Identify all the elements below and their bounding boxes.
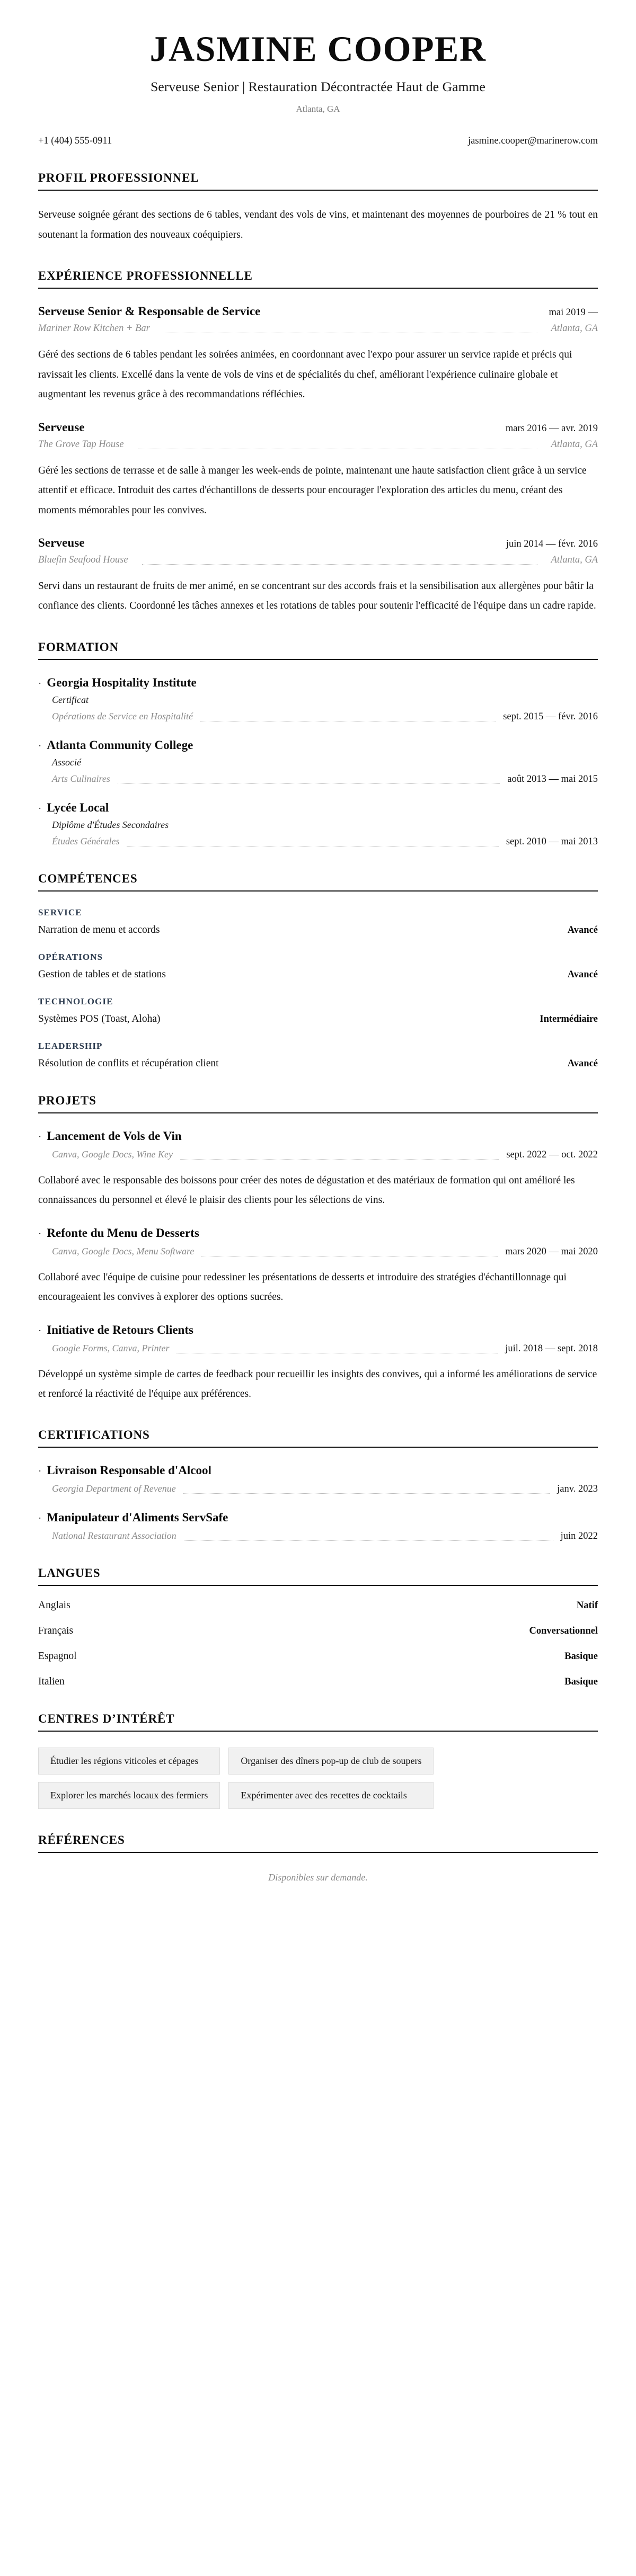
section-interests	[38, 1712, 598, 1809]
skill-row	[38, 969, 598, 981]
education-degree: Associé	[52, 756, 81, 768]
bullet-icon: ·	[38, 1131, 42, 1143]
language-name: Espagnol	[38, 1651, 77, 1662]
section-rule	[38, 1447, 598, 1448]
education-degree: Diplôme d'Études Secondaires	[52, 819, 169, 830]
experience-role: Serveuse	[38, 420, 85, 434]
education-school-row	[38, 801, 598, 815]
section-skills	[38, 872, 598, 1069]
language-name: Français	[38, 1625, 74, 1637]
section-education	[38, 640, 598, 848]
language-level: Conversationnel	[529, 1626, 598, 1637]
experience-role: Serveuse	[38, 536, 85, 549]
experience-heading-row	[38, 421, 598, 434]
section-title-references: RÉFÉRENCES	[38, 1833, 125, 1847]
language-level: Basique	[564, 1677, 598, 1688]
education-field: Arts Culinaires	[52, 773, 110, 784]
section-profile	[38, 171, 598, 245]
experience-description: Géré des sections de 6 tables pendant les soirées animées, en coordonnant avec l'expo pour assurer un service rapide et précis qui ravissait les clients. Excellé dans la vente de vols de vins et de spécialités du chef, améliorant l'expérience culinaire globale et augmentant les revenus grâce à des recommandations réfléchies.	[38, 349, 572, 400]
section-rule	[38, 1112, 598, 1113]
section-rule	[38, 659, 598, 660]
contact-row	[38, 136, 598, 147]
dotted-leader	[180, 1159, 499, 1160]
experience-company: The Grove Tap House	[38, 439, 124, 450]
section-title-education: FORMATION	[38, 640, 119, 654]
section-title-languages: LANGUES	[38, 1566, 101, 1580]
section-rule	[38, 1585, 598, 1586]
interest-chip: Étudier les régions viticoles et cépages	[38, 1748, 220, 1775]
language-row	[38, 1676, 598, 1688]
skill-level: Avancé	[567, 969, 598, 980]
experience-location: Atlanta, GA	[551, 323, 598, 334]
section-rule	[38, 288, 598, 289]
experience-description: Servi dans un restaurant de fruits de mer animé, en se concentrant sur des accords frais et la sensibilisation aux allergènes pour bâtir la confiance des clients. Coordonné les tâches annexes et les rotations de tables pour soutenir l'efficacité de l'équipe dans un cadre rapide.	[38, 580, 596, 612]
project-title-row	[38, 1129, 598, 1143]
experience-meta-row	[38, 555, 598, 566]
education-school-row	[38, 738, 598, 752]
project-date: mars 2020 — mai 2020	[505, 1246, 598, 1257]
skill-category-label: TECHNOLOGIE	[38, 996, 113, 1006]
section-title-projects: PROJETS	[38, 1093, 96, 1107]
contact-email[interactable]: jasmine.cooper@marinerow.com	[468, 136, 598, 147]
experience-meta-row	[38, 323, 598, 334]
project-title: Lancement de Vols de Vin	[47, 1129, 182, 1143]
skill-name: Résolution de conflits et récupération client	[38, 1057, 219, 1069]
education-meta-row	[52, 711, 598, 723]
experience-company: Mariner Row Kitchen + Bar	[38, 323, 150, 334]
education-school: Georgia Hospitality Institute	[47, 675, 197, 689]
skill-row	[38, 1058, 598, 1069]
education-date: août 2013 — mai 2015	[507, 773, 598, 785]
certification-title: Manipulateur d'Aliments ServSafe	[47, 1511, 228, 1525]
experience-role: Serveuse Senior & Responsable de Service	[38, 305, 261, 318]
section-certifications	[38, 1428, 598, 1542]
project-item	[38, 1129, 598, 1210]
candidate-headline: Serveuse Senior | Restauration Décontractée Haut de Gamme	[151, 79, 485, 95]
section-title-experience: EXPÉRIENCE PROFESSIONNELLE	[38, 269, 253, 283]
certification-issuer: National Restaurant Association	[52, 1530, 176, 1541]
skill-level: Avancé	[567, 924, 598, 935]
experience-company: Bluefin Seafood House	[38, 554, 128, 565]
certification-item	[38, 1511, 598, 1542]
project-title-row	[38, 1226, 598, 1240]
project-title: Refonte du Menu de Desserts	[47, 1226, 199, 1240]
certification-title-row	[38, 1464, 598, 1477]
language-row	[38, 1651, 598, 1662]
bullet-icon: ·	[38, 1325, 42, 1336]
certification-meta-row	[52, 1483, 598, 1495]
skill-group	[38, 1041, 598, 1069]
profile-summary: Serveuse soignée gérant des sections de 6 tables, vendant des vols de vins, et maintenant des moyennes de pourboires de 21 % tout en soutenant la formation des nouveaux coéquipiers.	[38, 209, 598, 240]
project-tools: Google Forms, Canva, Printer	[52, 1342, 170, 1353]
skill-row	[38, 1013, 598, 1025]
experience-location: Atlanta, GA	[551, 554, 598, 565]
certification-issuer: Georgia Department of Revenue	[52, 1483, 176, 1494]
skill-category-label: SERVICE	[38, 907, 82, 917]
section-title-skills: COMPÉTENCES	[38, 871, 138, 885]
project-title: Initiative de Retours Clients	[47, 1323, 193, 1336]
education-item	[38, 738, 598, 785]
education-field: Opérations de Service en Hospitalité	[52, 710, 193, 721]
certification-date: juin 2022	[560, 1531, 598, 1542]
experience-date: mars 2016 — avr. 2019	[505, 423, 598, 434]
skill-name: Narration de menu et accords	[38, 924, 160, 935]
certification-title-row	[38, 1511, 598, 1525]
section-languages	[38, 1566, 598, 1688]
section-experience	[38, 269, 598, 616]
education-school-row	[38, 676, 598, 690]
interest-chip: Expérimenter avec des recettes de cocktails	[228, 1782, 434, 1809]
experience-heading-row	[38, 536, 598, 550]
skill-group	[38, 907, 598, 936]
language-level: Natif	[576, 1600, 598, 1611]
education-meta-row	[52, 836, 598, 848]
bullet-icon: ·	[38, 1513, 42, 1525]
skill-level: Intermédiaire	[540, 1013, 598, 1024]
project-item	[38, 1226, 598, 1307]
dotted-leader	[118, 783, 500, 784]
project-meta-row	[52, 1343, 598, 1354]
section-rule	[38, 190, 598, 191]
experience-date: mai 2019 —	[549, 307, 598, 318]
section-rule	[38, 1731, 598, 1732]
skill-group	[38, 952, 598, 981]
section-rule	[38, 1852, 598, 1853]
contact-phone[interactable]: +1 (404) 555-0911	[38, 136, 112, 147]
project-tools: Canva, Google Docs, Wine Key	[52, 1148, 173, 1160]
experience-meta-row	[38, 439, 598, 450]
language-row	[38, 1600, 598, 1611]
certification-date: janv. 2023	[557, 1484, 598, 1495]
bullet-icon: ·	[38, 1466, 42, 1477]
project-meta-row	[52, 1246, 598, 1258]
language-name: Italien	[38, 1676, 65, 1688]
education-date: sept. 2015 — févr. 2016	[503, 711, 598, 722]
language-level: Basique	[564, 1651, 598, 1662]
project-meta-row	[52, 1149, 598, 1161]
references-note: Disponibles sur demande.	[268, 1872, 368, 1883]
project-tools: Canva, Google Docs, Menu Software	[52, 1245, 195, 1256]
project-date: juil. 2018 — sept. 2018	[505, 1343, 598, 1354]
education-date: sept. 2010 — mai 2013	[506, 836, 598, 847]
interest-chip: Explorer les marchés locaux des fermiers	[38, 1782, 220, 1809]
education-meta-row	[52, 773, 598, 785]
section-projects	[38, 1094, 598, 1404]
dotted-leader	[183, 1493, 550, 1494]
section-title-certifications: CERTIFICATIONS	[38, 1428, 150, 1442]
experience-item	[38, 421, 598, 520]
bullet-icon: ·	[38, 678, 42, 689]
skill-name: Systèmes POS (Toast, Aloha)	[38, 1013, 161, 1024]
skill-group	[38, 996, 598, 1025]
experience-date: juin 2014 — févr. 2016	[506, 538, 598, 549]
education-field: Études Générales	[52, 835, 120, 846]
project-description: Collaboré avec l'équipe de cuisine pour redessiner les présentations de desserts et introduire des stratégies d'échantillonnage qui encourageaient les convives à explorer des options sucrées.	[38, 1271, 567, 1303]
interests-grid	[38, 1748, 598, 1809]
experience-location: Atlanta, GA	[551, 439, 598, 450]
certification-item	[38, 1464, 598, 1495]
experience-heading-row	[38, 305, 598, 318]
section-title-profile: PROFIL PROFESSIONNEL	[38, 171, 199, 185]
bullet-icon: ·	[38, 803, 42, 814]
certification-meta-row	[52, 1530, 598, 1542]
section-title-interests: CENTRES D’INTÉRÊT	[38, 1712, 175, 1726]
dotted-leader	[142, 564, 537, 565]
skill-category-label: LEADERSHIP	[38, 1040, 103, 1051]
resume-header	[38, 30, 598, 147]
candidate-name: JASMINE COOPER	[149, 29, 487, 69]
education-degree: Certificat	[52, 694, 89, 705]
education-school: Lycée Local	[47, 800, 109, 814]
section-rule	[38, 890, 598, 892]
experience-item	[38, 305, 598, 404]
project-title-row	[38, 1323, 598, 1337]
project-date: sept. 2022 — oct. 2022	[506, 1149, 598, 1160]
candidate-location: Atlanta, GA	[296, 104, 340, 114]
interest-chip: Organiser des dîners pop-up de club de soupers	[228, 1748, 434, 1775]
language-name: Anglais	[38, 1600, 70, 1611]
project-item	[38, 1323, 598, 1404]
section-references	[38, 1833, 598, 1883]
skill-row	[38, 924, 598, 936]
education-item	[38, 676, 598, 723]
skill-name: Gestion de tables et de stations	[38, 968, 166, 980]
education-item	[38, 801, 598, 848]
dotted-leader	[184, 1540, 553, 1541]
experience-description: Géré les sections de terrasse et de salle à manger les week-ends de pointe, maintenant une haute satisfaction client grâce à un service attentif et efficace. Introduit des cartes d'échantillons de desserts pour encourager l'exploration des articles du menu, créant des moments mémorables pour les convives.	[38, 465, 587, 516]
bullet-icon: ·	[38, 740, 42, 752]
certification-title: Livraison Responsable d'Alcool	[47, 1464, 211, 1477]
education-school: Atlanta Community College	[47, 738, 193, 752]
skill-level: Avancé	[567, 1058, 598, 1069]
skill-category-label: OPÉRATIONS	[38, 951, 103, 962]
experience-item	[38, 536, 598, 616]
bullet-icon: ·	[38, 1228, 42, 1240]
project-description: Collaboré avec le responsable des boissons pour créer des notes de dégustation et des matériaux de formation qui ont amélioré les connaissances du personnel et élevé le plaisir des clients pour les sélections de vins.	[38, 1174, 575, 1206]
language-row	[38, 1625, 598, 1637]
project-description: Développé un système simple de cartes de feedback pour recueillir les insights des convives, qui a informé les améliorations de service et renforcé la réactivité de l'équipe aux préférences.	[38, 1368, 597, 1400]
